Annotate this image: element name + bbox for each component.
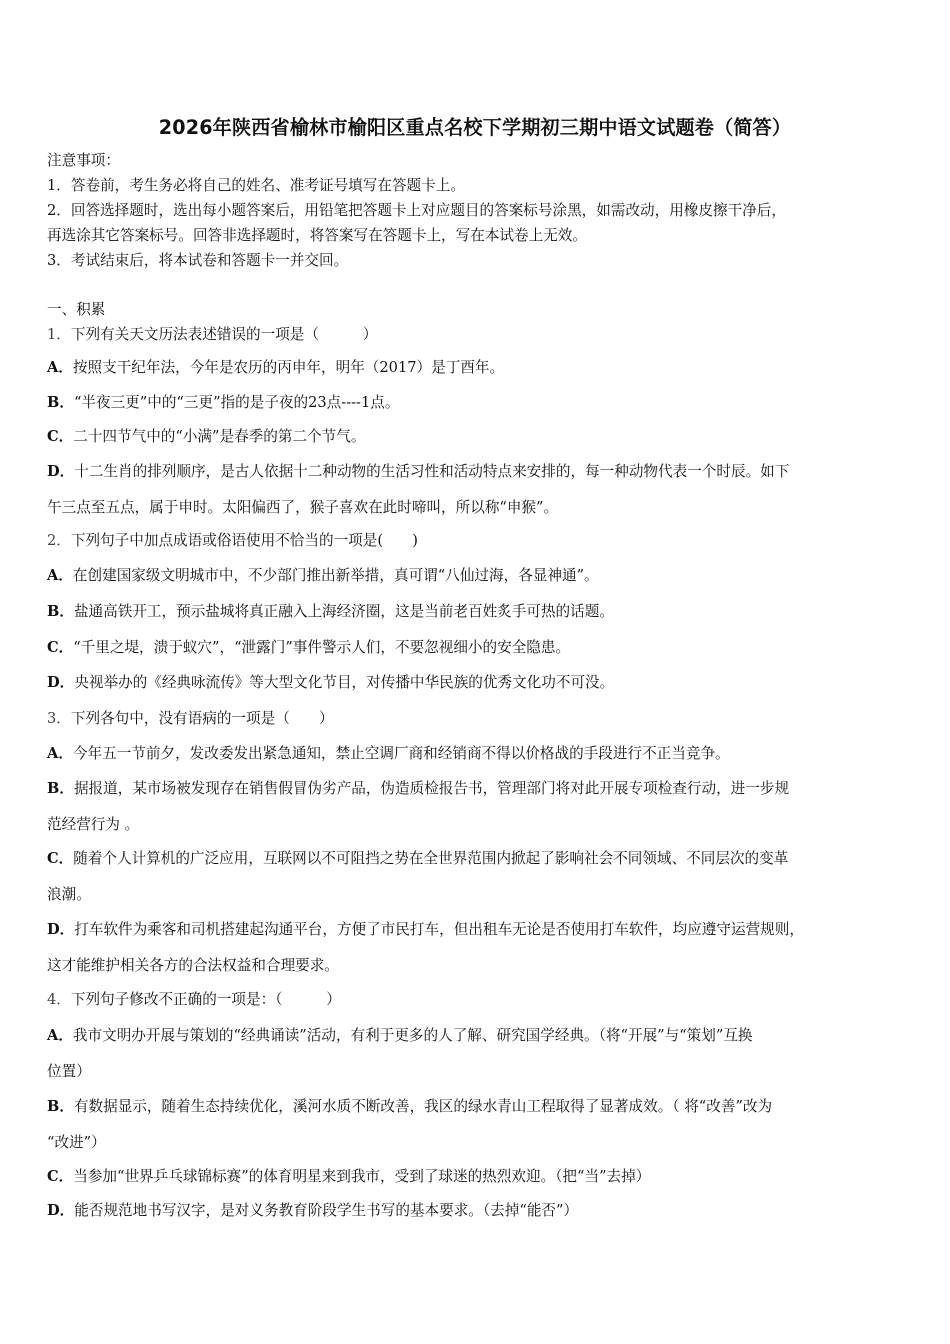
option-continuation: 位置） bbox=[47, 1063, 91, 1080]
option-b bbox=[47, 779, 789, 799]
exam-title: 2026年陕西省榆林市榆阳区重点名校下学期初三期中语文试题卷（简答） bbox=[158, 116, 792, 139]
option-text: 在创建国家级文明城市中，不少部门推出新举措，真可谓“八仙过海，各显神通”。 bbox=[72, 567, 599, 584]
option-text: 盐通高铁开工，预示盐城将真正融入上海经济圈，这是当前老百姓炙手可热的话题。 bbox=[73, 603, 614, 620]
option-letter: D． bbox=[47, 463, 75, 480]
question-stem bbox=[47, 990, 341, 1010]
option-text: 今年五一节前夕，发改委发出紧急通知，禁止空调厂商和经销商不得以价格战的手段进行不正当竞争。 bbox=[72, 745, 730, 762]
option-c bbox=[47, 849, 788, 869]
option-c bbox=[47, 1167, 650, 1187]
question-text: 下列有关天文历法表述错误的一项是（ ） bbox=[70, 326, 378, 343]
option-b bbox=[47, 393, 399, 413]
option-a bbox=[47, 358, 504, 378]
option-continuation: 这才能维护相关各方的合法权益和合理要求。 bbox=[47, 957, 339, 974]
option-text: 十二生肖的排列顺序，是古人依据十二种动物的生活习性和活动特点来安排的，每一种动物代表一个时辰。如下 bbox=[74, 463, 790, 480]
option-continuation: 范经营行为 。 bbox=[47, 816, 140, 833]
option-letter: A． bbox=[47, 1027, 73, 1044]
question-stem bbox=[47, 709, 334, 729]
option-letter: C． bbox=[47, 850, 74, 867]
option-letter: B． bbox=[47, 394, 74, 411]
option-a bbox=[47, 1026, 753, 1046]
notice-item: 再选涂其它答案标号。回答非选择题时，将答案写在答题卡上，写在本试卷上无效。 bbox=[47, 227, 587, 244]
question-text: 下列句子修改不正确的一项是：（ ） bbox=[70, 991, 341, 1008]
question-stem bbox=[47, 531, 418, 551]
option-text: 有数据显示，随着生态持续优化，溪河水质不断改善，我区的绿水青山工程取得了显著成效。（ 将“改善”改为 bbox=[73, 1098, 773, 1115]
option-b bbox=[47, 602, 614, 622]
question-number: 1． bbox=[47, 326, 71, 343]
option-text: 按照支干纪年法，今年是农历的丙申年，明年（2017）是丁酉年。 bbox=[72, 359, 505, 376]
question-text: 下列句子中加点成语或俗语使用不恰当的一项是( ) bbox=[70, 532, 418, 549]
option-letter: A． bbox=[47, 567, 73, 584]
notice-item: 3．考试结束后，将本试卷和答题卡一并交回。 bbox=[47, 252, 349, 269]
option-letter: D． bbox=[47, 674, 75, 691]
question-stem bbox=[47, 325, 377, 345]
option-text: 二十四节气中的“小满”是春季的第二个节气。 bbox=[73, 428, 366, 445]
option-text: 能否规范地书写汉字，是对义务教育阶段学生书写的基本要求。（去掉“能否”） bbox=[74, 1202, 579, 1219]
option-text: “千里之堤，溃于蚁穴”，“泄露门”事件警示人们，不要忽视细小的安全隐患。 bbox=[73, 639, 571, 656]
notice-heading: 注意事项： bbox=[47, 152, 120, 169]
option-letter: A． bbox=[47, 359, 73, 376]
option-d bbox=[47, 920, 804, 940]
option-text: “半夜三更”中的“三更”指的是子夜的23点----1点。 bbox=[73, 394, 400, 411]
notice-item: 1．答卷前，考生务必将自己的姓名、准考证号填写在答题卡上。 bbox=[47, 177, 465, 194]
option-letter: B． bbox=[47, 780, 74, 797]
option-letter: C． bbox=[47, 639, 74, 656]
question-text: 下列各句中，没有语病的一项是（ ） bbox=[70, 710, 334, 727]
option-a bbox=[47, 744, 730, 764]
section-heading: 一、积累 bbox=[47, 301, 106, 318]
option-d bbox=[47, 673, 614, 693]
option-letter: C． bbox=[47, 428, 74, 445]
option-d bbox=[47, 462, 789, 482]
option-letter: D． bbox=[47, 921, 75, 938]
option-letter: A． bbox=[47, 745, 73, 762]
option-continuation: 午三点至五点，属于申时。太阳偏西了，猴子喜欢在此时啼叫，所以称“申猴”。 bbox=[47, 499, 559, 516]
option-continuation: 浪潮。 bbox=[47, 886, 91, 903]
option-text: 打车软件为乘客和司机搭建起沟通平台，方便了市民打车，但出租车无论是否使用打车软件，均应遵守运营规则， bbox=[74, 921, 804, 938]
option-a bbox=[47, 566, 599, 586]
option-text: 央视举办的《经典咏流传》等大型文化节目，对传播中华民族的优秀文化功不可没。 bbox=[74, 674, 615, 691]
notice-item: 2．回答选择题时，选出每小题答案后，用铅笔把答题卡上对应题目的答案标号涂黑，如需改动，用橡皮擦干净后， bbox=[47, 202, 786, 219]
option-letter: C． bbox=[47, 1168, 74, 1185]
option-b bbox=[47, 1097, 772, 1117]
question-number: 3． bbox=[47, 710, 71, 727]
option-text: 据报道，某市场被发现存在销售假冒伪劣产品，伪造质检报告书，管理部门将对此开展专项检查行动，进一步规 bbox=[73, 780, 790, 797]
option-text: 随着个人计算机的广泛应用，互联网以不可阻挡之势在全世界范围内掀起了影响社会不同领域、不同层次的变革 bbox=[73, 850, 789, 867]
option-c bbox=[47, 638, 570, 658]
option-text: 当参加“世界乒乓球锦标赛”的体育明星来到我市，受到了球迷的热烈欢迎。（把“当”去掉） bbox=[73, 1168, 651, 1185]
option-continuation: “改进”） bbox=[47, 1134, 106, 1151]
question-number: 2． bbox=[47, 532, 71, 549]
option-letter: D． bbox=[47, 1202, 75, 1219]
question-number: 4． bbox=[47, 991, 71, 1008]
option-c bbox=[47, 427, 365, 447]
option-d bbox=[47, 1201, 578, 1221]
option-letter: B． bbox=[47, 1098, 74, 1115]
option-text: 我市文明办开展与策划的“经典诵读”活动，有利于更多的人了解、研究国学经典。（将“开展”与“策划”互换 bbox=[72, 1027, 753, 1044]
option-letter: B． bbox=[47, 603, 74, 620]
